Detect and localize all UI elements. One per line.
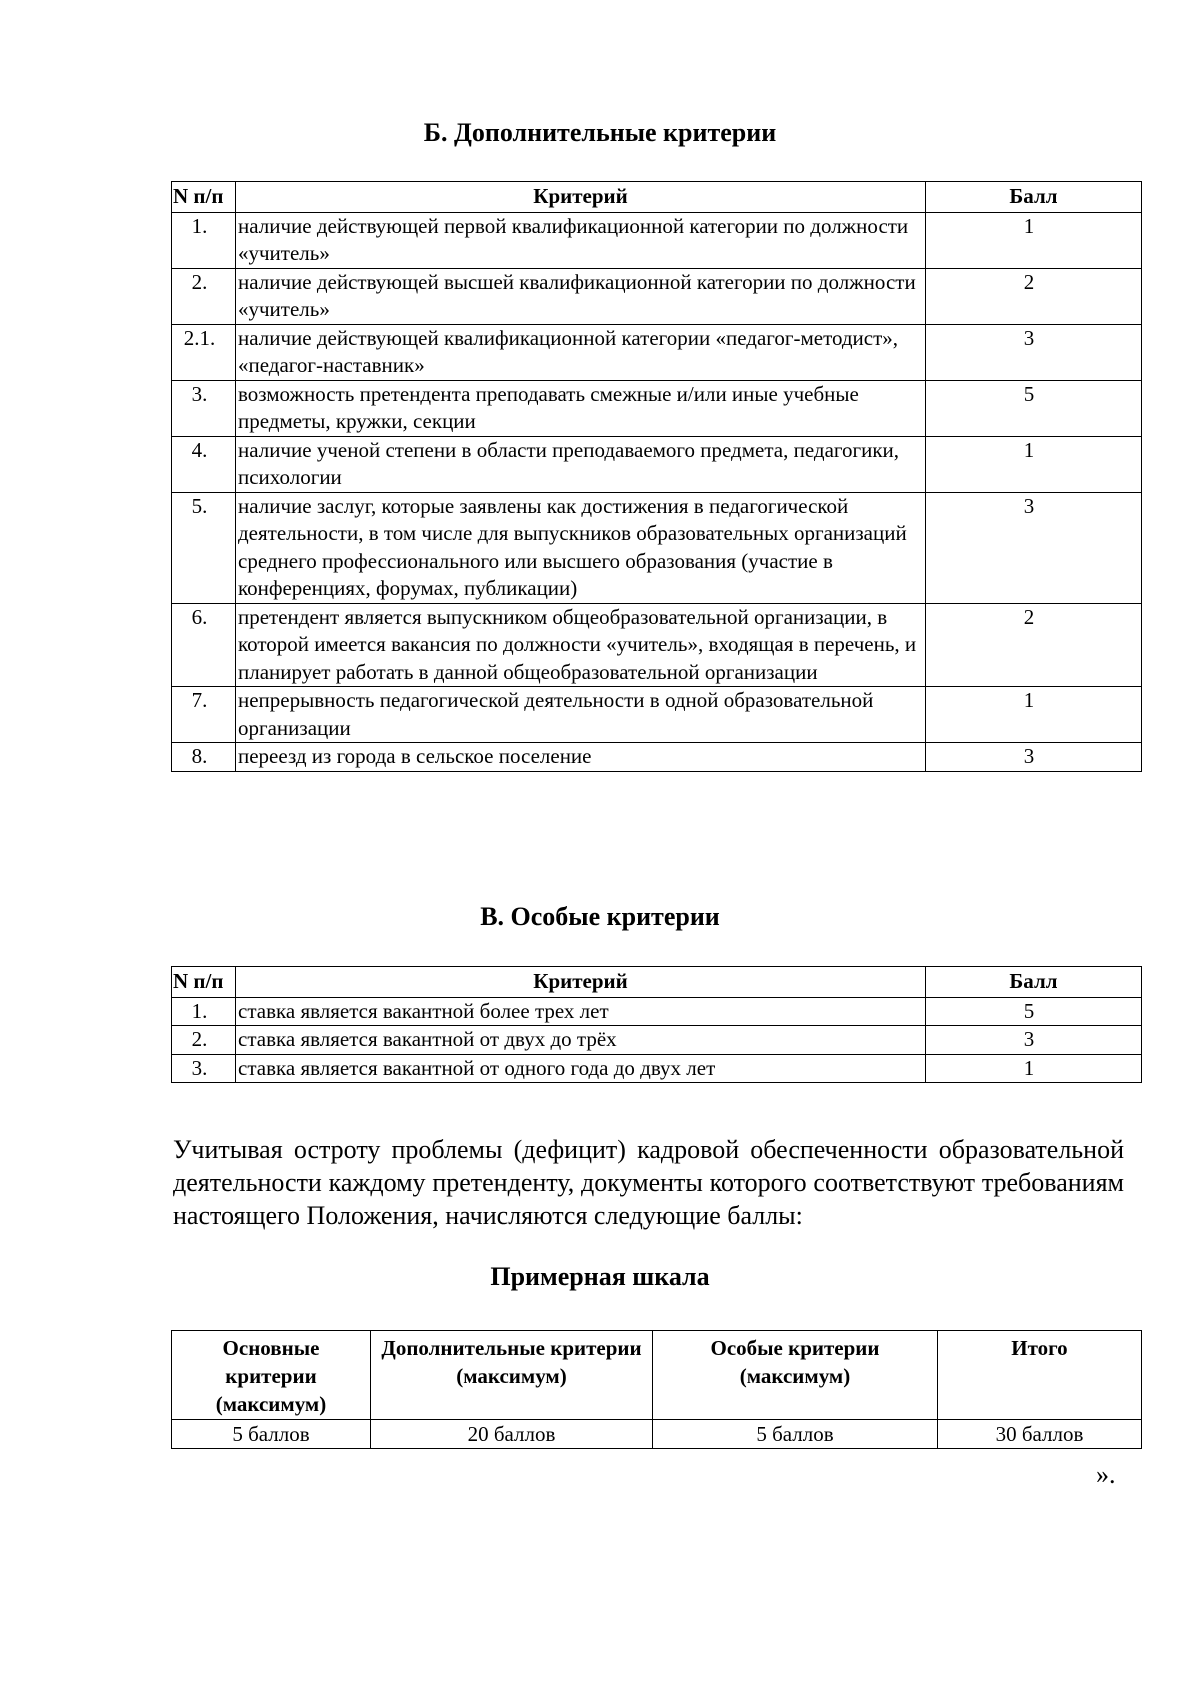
additional-criteria-table — [171, 181, 1142, 772]
table-row — [172, 324, 1142, 380]
col-header-criterion: Критерий — [236, 967, 926, 998]
table-row — [172, 212, 1142, 268]
row-num: 4. — [172, 436, 236, 492]
row-criterion: наличие действующей квалификационной категории «педагог-методист», «педагог-наставник» — [236, 324, 926, 380]
row-score: 3 — [926, 1026, 1142, 1055]
table-row — [172, 380, 1142, 436]
row-num: 8. — [172, 743, 236, 772]
main-criteria-value: 5 баллов — [172, 1420, 371, 1449]
col-header-num: N п/п — [172, 182, 236, 213]
row-num: 7. — [172, 687, 236, 743]
total-value: 30 баллов — [938, 1420, 1142, 1449]
row-num: 2. — [172, 1026, 236, 1055]
row-num: 2.1. — [172, 324, 236, 380]
row-criterion: ставка является вакантной от одного года до двух лет — [236, 1054, 926, 1083]
table-header-row — [172, 182, 1142, 213]
col-header-criterion: Критерий — [236, 182, 926, 213]
table-row — [172, 687, 1142, 743]
row-num: 6. — [172, 603, 236, 687]
additional-criteria-value: 20 баллов — [371, 1420, 653, 1449]
table-row — [172, 1420, 1142, 1449]
row-score: 1 — [926, 212, 1142, 268]
row-score: 3 — [926, 492, 1142, 603]
col-header-score: Балл — [926, 967, 1142, 998]
row-score: 3 — [926, 324, 1142, 380]
row-score: 2 — [926, 268, 1142, 324]
table-row — [172, 1026, 1142, 1055]
special-criteria-table — [171, 966, 1142, 1083]
scale-title: Примерная шкала — [490, 1262, 710, 1291]
table-row — [172, 997, 1142, 1026]
table-row — [172, 268, 1142, 324]
row-num: 3. — [172, 1054, 236, 1083]
row-criterion: непрерывность педагогической деятельности в одной образовательной организации — [236, 687, 926, 743]
scoring-paragraph: Учитывая остроту проблемы (дефицит) кадровой обеспеченности образовательной деятельности каждому претенденту, документы которого соответствуют требованиям настоящего Положения, начисляются следующие баллы: — [173, 1135, 1124, 1230]
row-num: 2. — [172, 268, 236, 324]
row-criterion: наличие действующей высшей квалификационной категории по должности «учитель» — [236, 268, 926, 324]
row-num: 1. — [172, 212, 236, 268]
col-header-main-criteria: Основные критерии (максимум) — [172, 1331, 371, 1420]
row-criterion: переезд из города в сельское поселение — [236, 743, 926, 772]
row-criterion: наличие действующей первой квалификационной категории по должности «учитель» — [236, 212, 926, 268]
row-criterion: возможность претендента преподавать смежные и/или иные учебные предметы, кружки, секции — [236, 380, 926, 436]
row-num: 5. — [172, 492, 236, 603]
table-row — [172, 436, 1142, 492]
col-header-special-criteria: Особые критерии (максимум) — [653, 1331, 938, 1420]
table-row — [172, 1054, 1142, 1083]
row-criterion: претендент является выпускником общеобразовательной организации, в которой имеется вакансия по должности «учитель», входящая в перечень, и планирует работать в данной общеобразовательной организации — [236, 603, 926, 687]
row-score: 5 — [926, 997, 1142, 1026]
closing-quote: ». — [1096, 1460, 1116, 1489]
section-b-title: Б. Дополнительные критерии — [423, 118, 777, 147]
col-header-total: Итого — [938, 1331, 1142, 1420]
special-criteria-value: 5 баллов — [653, 1420, 938, 1449]
section-v-title: В. Особые критерии — [480, 902, 720, 931]
table-row — [172, 743, 1142, 772]
row-score: 3 — [926, 743, 1142, 772]
row-score: 1 — [926, 436, 1142, 492]
table-header-row — [172, 1331, 1142, 1420]
col-header-additional-criteria: Дополнительные критерии (максимум) — [371, 1331, 653, 1420]
table-row — [172, 492, 1142, 603]
row-criterion: ставка является вакантной более трех лет — [236, 997, 926, 1026]
table-header-row — [172, 967, 1142, 998]
scale-table — [171, 1330, 1142, 1449]
row-criterion: наличие ученой степени в области преподаваемого предмета, педагогики, психологии — [236, 436, 926, 492]
row-score: 1 — [926, 1054, 1142, 1083]
row-score: 2 — [926, 603, 1142, 687]
row-num: 3. — [172, 380, 236, 436]
row-num: 1. — [172, 997, 236, 1026]
col-header-score: Балл — [926, 182, 1142, 213]
col-header-num: N п/п — [172, 967, 236, 998]
row-criterion: ставка является вакантной от двух до трёх — [236, 1026, 926, 1055]
table-row — [172, 603, 1142, 687]
row-score: 5 — [926, 380, 1142, 436]
row-score: 1 — [926, 687, 1142, 743]
row-criterion: наличие заслуг, которые заявлены как достижения в педагогической деятельности, в том числе для выпускников образовательных организаций среднего профессионального или высшего образования (участие в конференциях, форумах, публикации) — [236, 492, 926, 603]
